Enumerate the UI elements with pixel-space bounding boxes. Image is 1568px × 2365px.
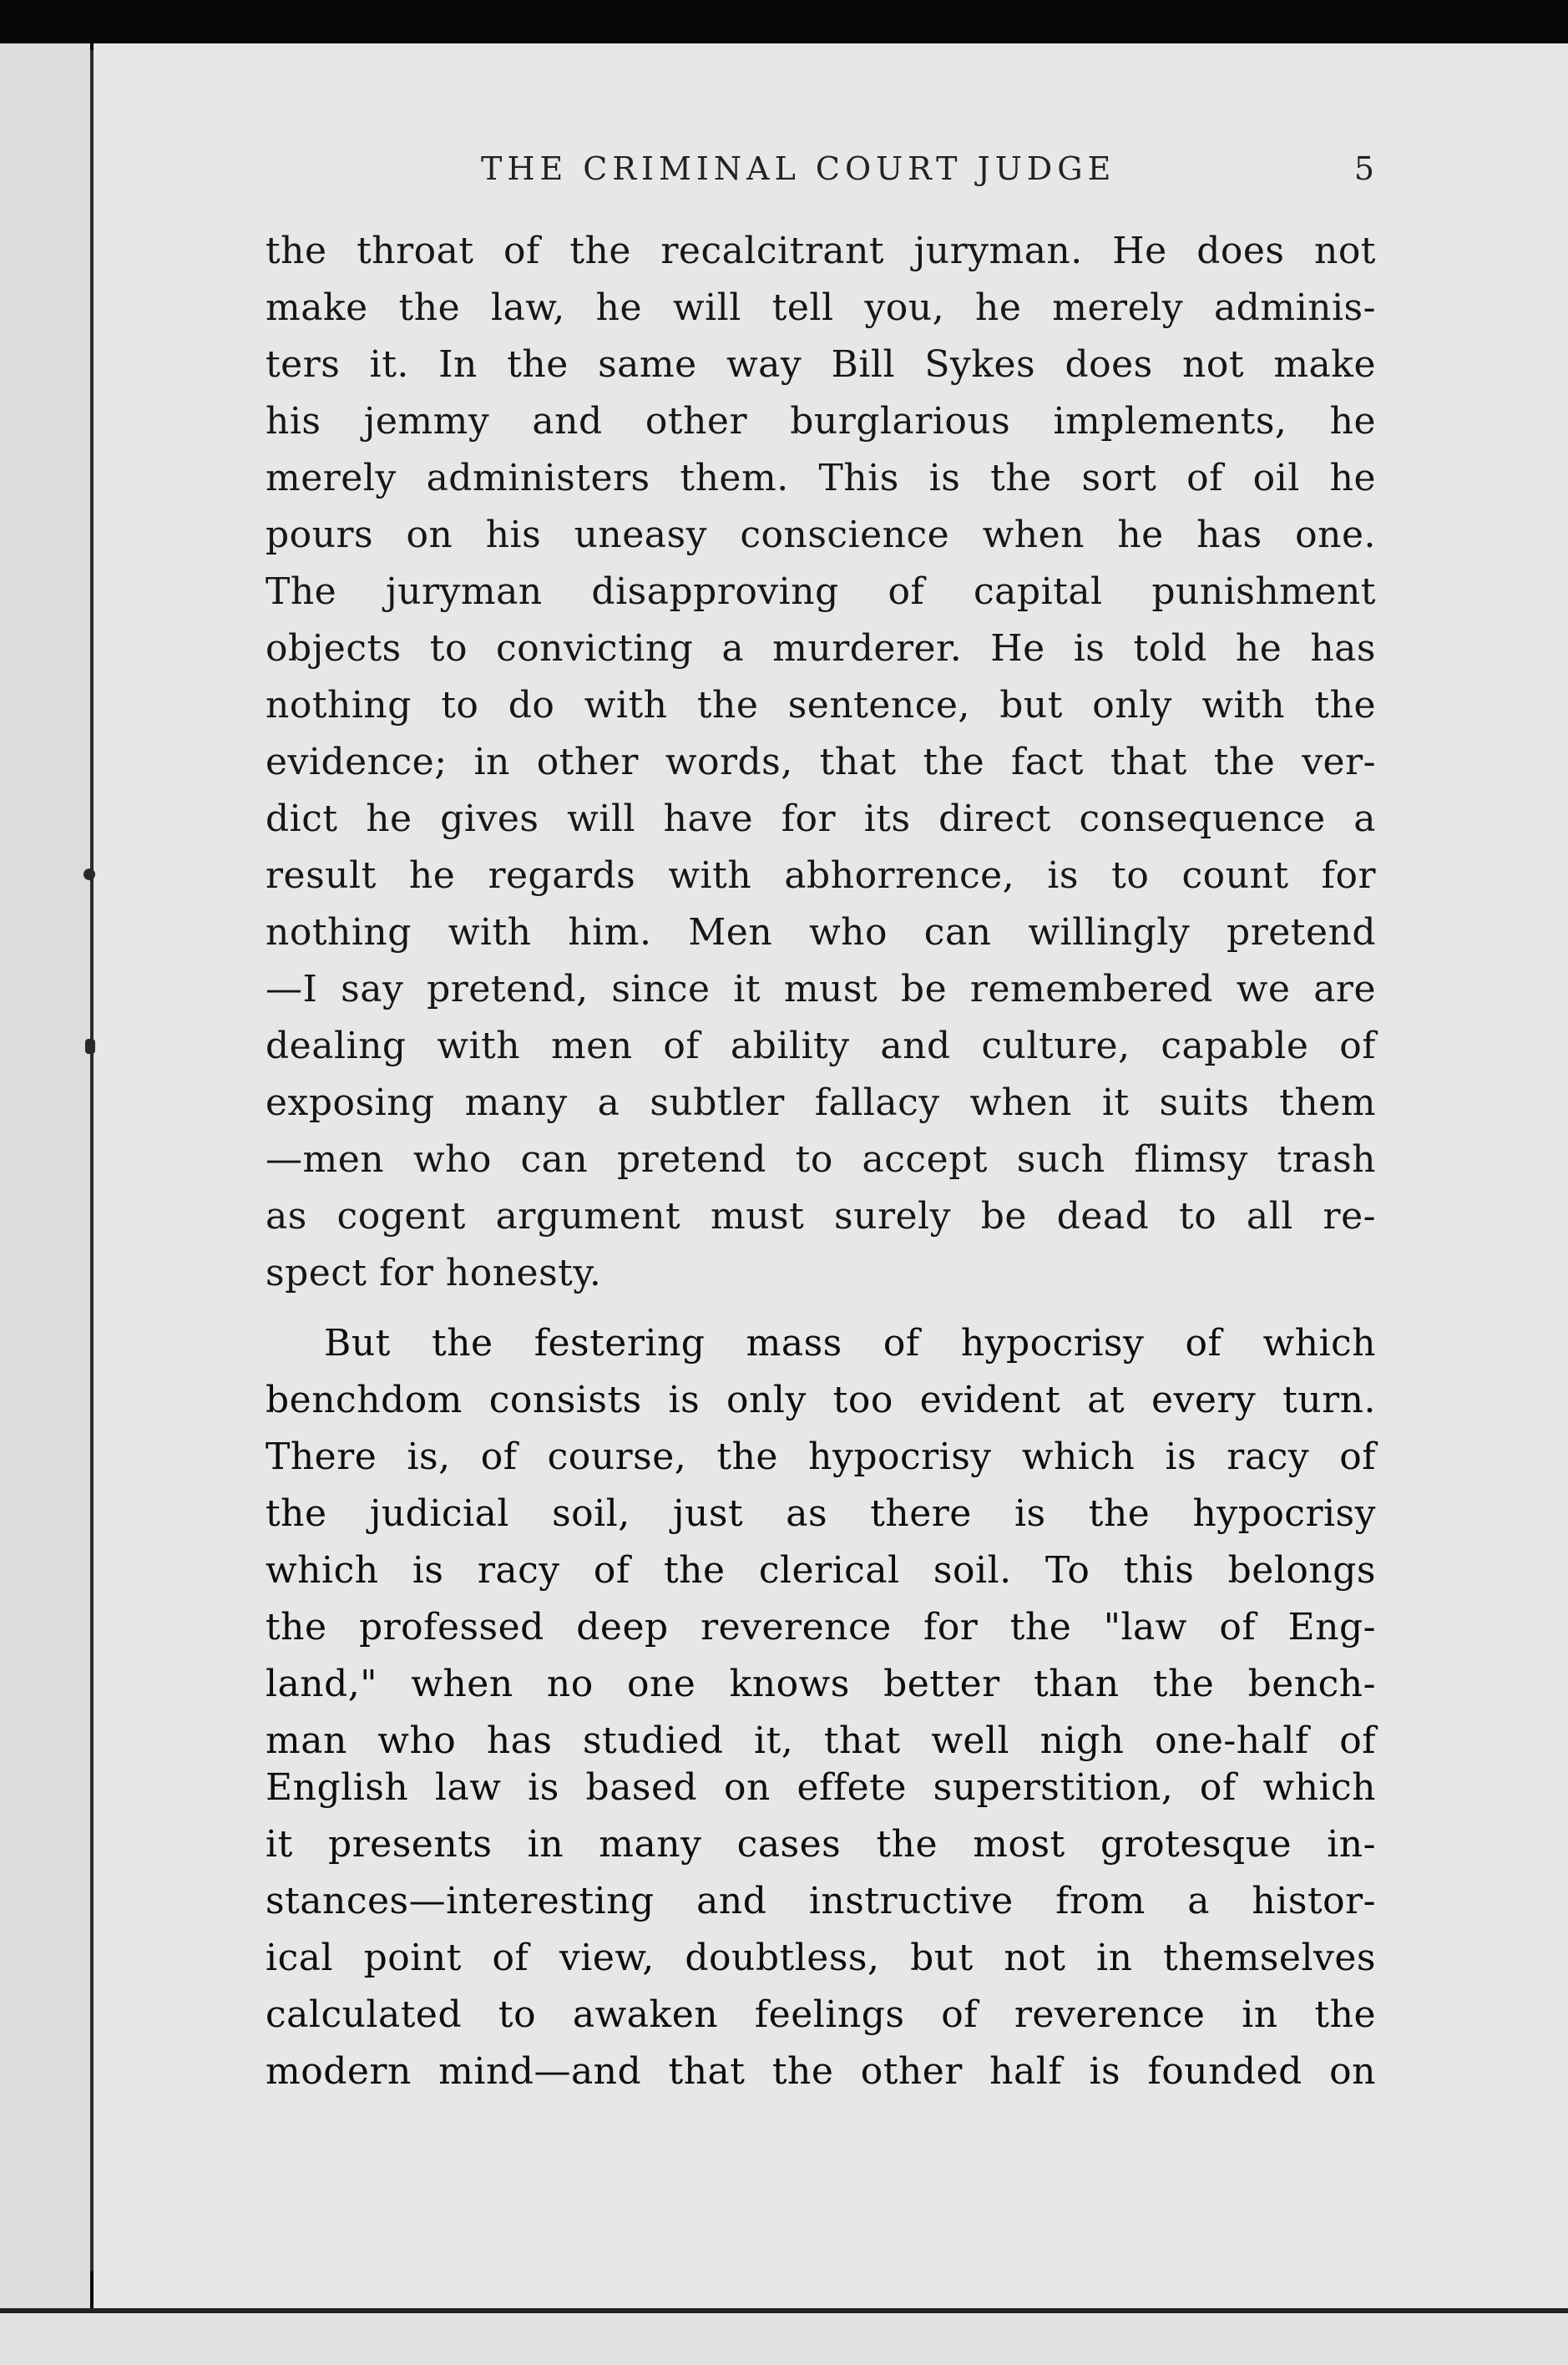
binding-mark xyxy=(83,869,95,880)
text-line: stances—interesting and instructive from a histor- xyxy=(266,1880,1376,1922)
text-line: the professed deep reverence for the "law of Eng- xyxy=(266,1606,1376,1648)
binding-mark xyxy=(85,1039,95,1054)
text-line: pours on his uneasy conscience when he has one. xyxy=(266,514,1376,556)
text-line: benchdom consists is only too evident at every turn. xyxy=(266,1379,1376,1421)
text-line: which is racy of the clerical soil. To this belongs xyxy=(266,1549,1376,1592)
text-line: —I say pretend, since it must be remembered we are xyxy=(266,968,1376,1010)
scan-bottom-border xyxy=(0,2308,1568,2365)
text-line: spect for honesty. xyxy=(266,1252,602,1294)
running-title: THE CRIMINAL COURT JUDGE xyxy=(481,150,1116,187)
scan-left-margin xyxy=(0,43,90,2308)
text-line: as cogent argument must surely be dead to all re- xyxy=(266,1195,1376,1238)
text-line: But the festering mass of hypocrisy of which xyxy=(324,1322,1376,1365)
text-line: dealing with men of ability and culture, capable of xyxy=(266,1025,1376,1067)
text-line: make the law, he will tell you, he merely adminis- xyxy=(266,286,1376,329)
text-line: it presents in many cases the most grotesque in- xyxy=(266,1823,1376,1866)
running-head xyxy=(481,150,1374,200)
text-line: his jemmy and other burglarious implements, he xyxy=(266,400,1376,443)
text-line: the judicial soil, just as there is the hypocrisy xyxy=(266,1492,1376,1535)
text-line: English law is based on effete superstition, of which xyxy=(266,1766,1376,1809)
text-line: exposing many a subtler fallacy when it suits them xyxy=(266,1081,1376,1124)
text-line: nothing to do with the sentence, but only with the xyxy=(266,684,1376,727)
text-line: result he regards with abhorrence, is to count for xyxy=(266,854,1376,897)
text-line: ters it. In the same way Bill Sykes does not make xyxy=(266,343,1376,386)
text-line: the throat of the recalcitrant juryman. He does not xyxy=(266,230,1376,272)
text-line: evidence; in other words, that the fact that the ver- xyxy=(266,741,1376,783)
text-line: land," when no one knows better than the bench- xyxy=(266,1663,1376,1705)
page-number: 5 xyxy=(1353,150,1374,187)
text-line: nothing with him. Men who can willingly pretend xyxy=(266,911,1376,954)
text-line: ical point of view, doubtless, but not in themselves xyxy=(266,1937,1376,1979)
text-line: merely administers them. This is the sort of oil he xyxy=(266,457,1376,499)
text-line: modern mind—and that the other half is founded on xyxy=(266,2050,1376,2093)
text-line: There is, of course, the hypocrisy which is racy of xyxy=(266,1436,1376,1478)
text-line: man who has studied it, that well nigh one-half of xyxy=(266,1719,1376,1762)
text-line: The juryman disapproving of capital punishment xyxy=(266,570,1376,613)
text-line: dict he gives will have for its direct consequence a xyxy=(266,798,1376,840)
scan-top-border xyxy=(0,0,1568,43)
text-line: calculated to awaken feelings of reverence in the xyxy=(266,1993,1376,2036)
text-line: —men who can pretend to accept such flimsy trash xyxy=(266,1138,1376,1181)
text-line: objects to convicting a murderer. He is told he has xyxy=(266,627,1376,670)
